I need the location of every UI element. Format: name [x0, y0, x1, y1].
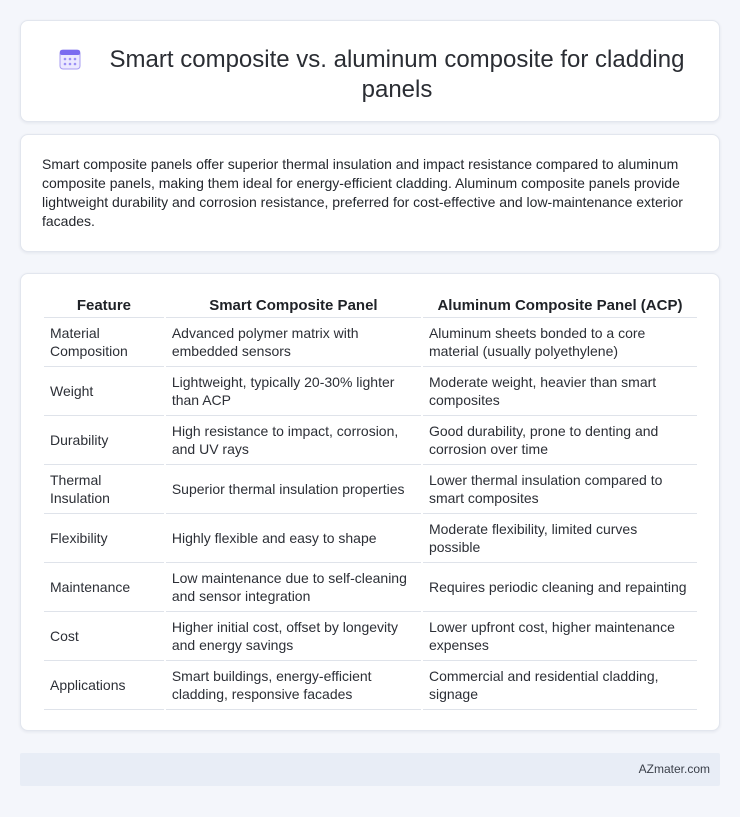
table-row — [44, 318, 697, 367]
title-card — [20, 20, 720, 122]
row-acp-value: Requires periodic cleaning and repainting — [423, 563, 697, 612]
table-row — [44, 612, 697, 661]
summary-card — [20, 134, 720, 252]
page-title: Smart composite vs. aluminum composite for cladding panels — [109, 46, 685, 103]
row-smart-value: Advanced polymer matrix with embedded sensors — [166, 318, 421, 367]
row-acp-value: Moderate weight, heavier than smart composites — [423, 367, 697, 416]
row-acp-value: Aluminum sheets bonded to a core material (usually polyethylene) — [423, 318, 697, 367]
row-smart-value: Higher initial cost, offset by longevity and energy savings — [166, 612, 421, 661]
row-feature: Cost — [44, 612, 164, 661]
row-acp-value: Moderate flexibility, limited curves possible — [423, 514, 697, 563]
row-feature: Thermal Insulation — [44, 465, 164, 514]
table-row — [44, 465, 697, 514]
row-smart-value: Lightweight, typically 20-30% lighter than ACP — [166, 367, 421, 416]
comparison-card — [20, 273, 720, 731]
row-smart-value: Superior thermal insulation properties — [166, 465, 421, 514]
column-header-acp: Aluminum Composite Panel (ACP) — [423, 296, 697, 318]
row-acp-value: Commercial and residential cladding, signage — [423, 661, 697, 710]
row-smart-value: High resistance to impact, corrosion, and UV rays — [166, 416, 421, 465]
summary-paragraph: Smart composite panels offer superior thermal insulation and impact resistance compared to aluminum composite panels, making them ideal for energy-efficient cladding. Aluminum composite panels provide lightweight durability and corrosion resistance, preferred for cost-effective and low-maintenance exterior facades. — [42, 156, 683, 229]
column-header-feature: Feature — [44, 296, 164, 318]
footer-brand-link[interactable]: AZmater.com — [638, 762, 710, 776]
table-row — [44, 416, 697, 465]
row-feature: Durability — [44, 416, 164, 465]
row-smart-value: Smart buildings, energy-efficient cladding, responsive facades — [166, 661, 421, 710]
table-row — [44, 514, 697, 563]
row-feature: Material Composition — [44, 318, 164, 367]
comparison-table — [42, 296, 699, 710]
row-acp-value: Lower upfront cost, higher maintenance expenses — [423, 612, 697, 661]
row-acp-value: Lower thermal insulation compared to smart composites — [423, 465, 697, 514]
row-feature: Weight — [44, 367, 164, 416]
table-row — [44, 661, 697, 710]
table-row — [44, 563, 697, 612]
row-feature: Maintenance — [44, 563, 164, 612]
table-header-row — [44, 296, 697, 318]
row-smart-value: Low maintenance due to self-cleaning and sensor integration — [166, 563, 421, 612]
table-row — [44, 367, 697, 416]
column-header-smart-composite: Smart Composite Panel — [166, 296, 421, 318]
row-feature: Flexibility — [44, 514, 164, 563]
footer-bar — [20, 753, 720, 786]
row-acp-value: Good durability, prone to denting and corrosion over time — [423, 416, 697, 465]
row-smart-value: Highly flexible and easy to shape — [166, 514, 421, 563]
row-feature: Applications — [44, 661, 164, 710]
